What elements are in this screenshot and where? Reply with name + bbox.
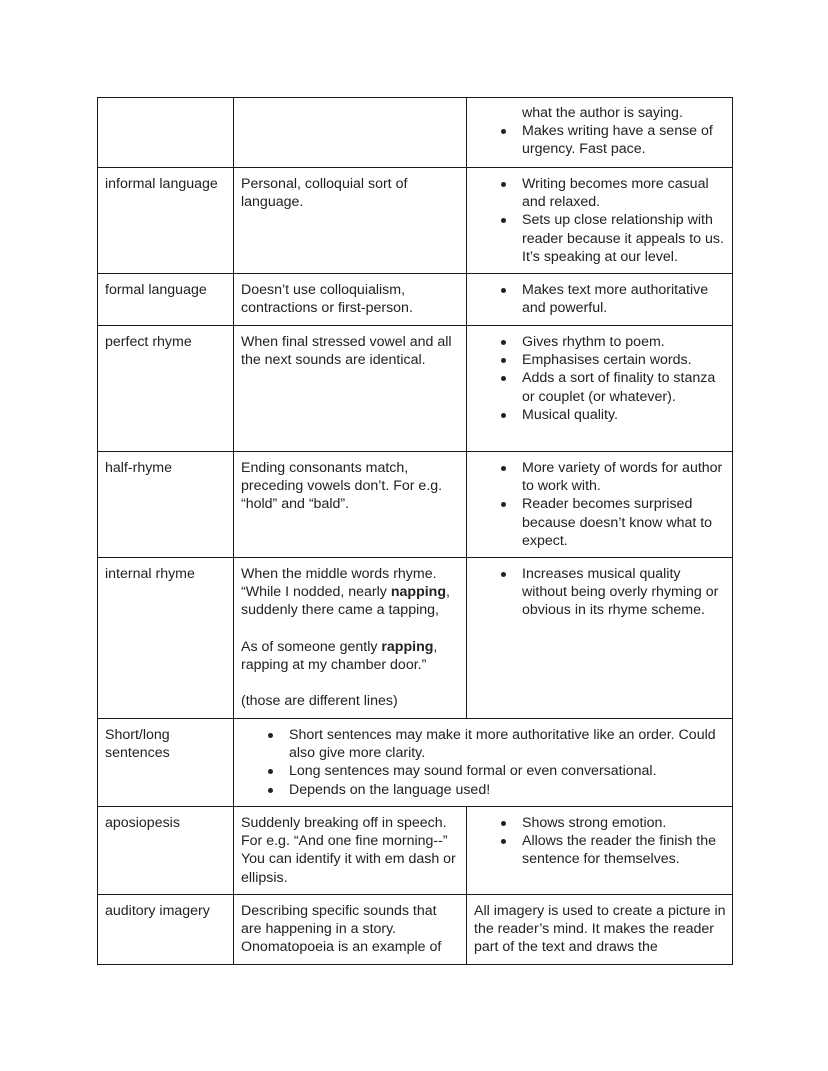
table-row [98,452,733,558]
table-row [98,274,733,326]
table-row [98,558,733,719]
table-row [98,326,733,452]
rhyme-word-rapping: rapping [381,638,434,655]
table-row [98,98,733,168]
definition-cell: Doesn’t use colloquialism, contractions or first-person. [234,274,467,326]
definition-cell: Describing specific sounds that are happening in a story. Onomatopoeia is an example of [234,895,467,965]
definition-cell [234,98,467,168]
definition-cell: Ending consonants match, preceding vowels don’t. For e.g. “hold” and “bald”. [234,452,467,558]
term-cell: aposiopesis [98,807,234,895]
list-item: Long sentences may sound formal or even conversational. [289,762,726,780]
effects-cell [467,168,733,274]
quote-line-2: As of someone gently rapping, rapping at my chamber door.” [241,638,438,673]
list-item: Adds a sort of finality to stanza or couplet (or whatever). [522,369,726,405]
table-row [98,895,733,965]
list-item: Shows strong emotion. [522,814,726,832]
list-item: Allows the reader the finish the sentence for themselves. [522,832,726,868]
effects-cell [467,98,733,168]
effects-cell [467,274,733,326]
term-cell: auditory imagery [98,895,234,965]
term-cell: Short/long sentences [98,719,234,807]
list-item: Emphasises certain words. [522,351,726,369]
list-item: Musical quality. [522,406,726,424]
list-item: Writing becomes more casual and relaxed. [522,175,726,211]
list-item: Makes text more authoritative and powerful. [522,281,726,317]
rhyme-word-napping: napping [390,584,447,601]
effects-cell [467,807,733,895]
list-item: Reader becomes surprised because doesn’t know what to expect. [522,495,726,550]
term-cell: half-rhyme [98,452,234,558]
list-item: Increases musical quality without being overly rhyming or obvious in its rhyme scheme. [522,565,726,620]
term-cell: formal language [98,274,234,326]
definition-cell [234,558,467,719]
effects-cell [467,558,733,719]
list-item: Depends on the language used! [289,781,726,799]
definition-cell: Suddenly breaking off in speech. For e.g. “And one fine morning--” You can identify it with em dash or ellipsis. [234,807,467,895]
definition-note: (those are different lines) [241,693,398,710]
list-item: More variety of words for author to work with. [522,459,726,495]
term-cell: perfect rhyme [98,326,234,452]
quote-line-1: “While I nodded, nearly napping, suddenly there came a tapping, [241,584,450,619]
table-row [98,807,733,895]
definition-cell: Personal, colloquial sort of language. [234,168,467,274]
list-item: what the author is saying. [522,105,683,121]
literary-techniques-table [97,97,733,965]
definition-cell: When final stressed vowel and all the next sounds are identical. [234,326,467,452]
list-item: Gives rhythm to poem. [522,333,726,351]
definition-intro: When the middle words rhyme. [241,566,437,582]
list-item: Short sentences may make it more authoritative like an order. Could also give more clarity. [289,726,726,762]
list-item: Makes writing have a sense of urgency. Fast pace. [522,122,726,158]
term-cell [98,98,234,168]
table-row [98,168,733,274]
list-item: Sets up close relationship with reader because it appeals to us. It’s speaking at our level. [522,211,726,266]
effects-cell [467,326,733,452]
term-cell: informal language [98,168,234,274]
table-row [98,719,733,807]
term-cell: internal rhyme [98,558,234,719]
effects-cell: All imagery is used to create a picture in the reader’s mind. It makes the reader part of the text and draws the [467,895,733,965]
merged-effects-cell [234,719,733,807]
effects-cell [467,452,733,558]
